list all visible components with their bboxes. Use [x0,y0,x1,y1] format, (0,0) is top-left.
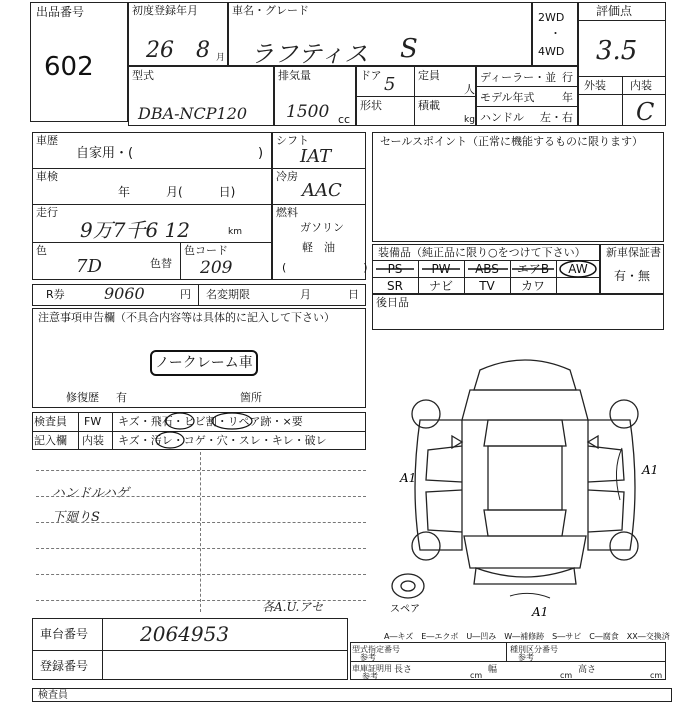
width-label: 幅 [488,665,498,675]
interior-value: C [636,98,655,126]
equip-sr: SR [387,279,403,293]
shape-label: 形状 [360,99,382,112]
class-label: 種別区分番号 [510,645,558,654]
mark-a1-left: A1 [400,471,417,485]
repair-suffix: 箇所 [240,391,262,404]
aircon-value: AAC [302,180,342,201]
equip-airbag: エアB [516,262,550,276]
height-label: 高さ [578,665,597,675]
history-label: 車歴 [36,134,58,147]
first-reg-year: 26 [146,38,174,63]
color-code-label: 色コード [184,244,228,257]
score-label: 評価点 [596,4,633,18]
cert-label: 車庫証明用 [352,664,392,673]
equip-strike-marks [372,260,600,278]
equip-label: 装備品（純正品に限り○をつけて下さい） [378,246,586,259]
remark-underbody: 下廻りS [52,510,100,525]
handle-label: ハンドル [480,111,524,124]
history-value: 自家用・( [76,146,134,161]
lot-number: 602 [44,52,94,82]
inspection-label: 車検 [36,170,58,183]
score-value: 3.5 [596,36,638,66]
car-diagram [380,350,670,620]
mark-a1-right: A1 [642,463,659,477]
first-reg-month: 8 [196,38,210,63]
mark-a1-bottom: A1 [532,605,549,619]
kg-unit: kg [464,115,475,125]
fuel-paren: ( ) [282,261,368,274]
repair-label: 修復歴 [66,391,99,404]
shift-value: IAT [300,146,332,167]
model-value: DBA-NCP120 [138,104,248,123]
yen-unit: 円 [180,288,191,301]
repair-value: 有 [116,391,127,404]
model-label: 型式 [132,69,154,82]
dealer-suffix: 行 [562,71,573,84]
aircon-label: 冷房 [276,170,298,183]
repaint-label: 色替 [150,257,172,270]
reg-label: 登録番号 [40,659,89,673]
r-value: 9060 [104,284,145,303]
exterior-label: 外装 [584,79,606,92]
car-name: ラフティス [250,40,369,68]
class-sub: 参考 [518,653,534,662]
fuel-label: 燃料 [276,206,298,219]
car-name-label: 車名・グレード [232,4,309,17]
record-label: 記入欄 [34,434,67,447]
km-unit: km [228,227,242,237]
remark-handle: ハンドルハゲ [52,486,130,501]
name-change-label: 名変期限 [206,288,250,301]
remark-parts: 各A.U.アセ [262,600,324,614]
equip-tv: TV [479,279,495,293]
equip-navi: ナビ [428,279,453,293]
name-change-day: 日 [348,288,359,301]
inspector-label: 検査員 [34,415,67,428]
model-cert-label: 型式指定番号 [352,645,400,654]
model-year-label: モデル年式 [480,91,535,104]
bottom-label: 検査員 [38,690,68,701]
displacement-label: 排気量 [278,69,311,82]
damage-legend: A―キズ E―エクボ U―凹み W―補修跡 S―サビ C―腐食 XX―交換済 [384,632,670,641]
interior-label: 内装 [630,79,652,92]
year-unit: 年 [562,91,573,104]
dealer-label: ディーラー・並 [480,71,557,84]
equip-pw: PW [431,262,451,276]
length-unit: cm [470,671,483,680]
notes-label: 注意事項申告欄（不具合内容等は具体的に記入して下さい） [38,311,335,324]
no-claim-stamp: ノークレーム車 [150,350,258,376]
history-close: ) [258,146,264,161]
fw-label: FW [84,415,102,428]
color-label: 色 [36,244,47,257]
fuel-value: ガソリン [300,221,344,234]
load-label: 積載 [418,99,440,112]
capacity-unit: 人 [464,83,475,96]
first-reg-label: 初度登録年月 [132,4,198,17]
color-value: 7D [76,256,102,277]
fuel-diesel: 軽 油 [302,241,335,254]
rear-seat-box [372,294,664,330]
equip-ps: PS [387,262,403,276]
inspector-circles [150,412,280,450]
inspection-value: 年 月( 日) [118,185,236,199]
cc-unit: cc [338,113,351,126]
door-value: 5 [384,74,396,95]
grade: S [400,34,418,64]
lot-label: 出品番号 [36,5,85,19]
interior-row-label: 内装 [82,434,104,447]
chassis-label: 車台番号 [40,627,89,641]
spare-label: スペア [390,604,420,615]
color-code-value: 209 [200,258,233,278]
equip-leather: カワ [520,279,545,293]
drive-sep: ・ [550,27,561,40]
warranty-label: 新車保証書 [606,246,661,259]
length-label: 長さ [394,665,413,675]
handle-value: 左・右 [540,111,573,124]
equip-abs: ABS [475,262,499,276]
door-label: ドア [360,69,382,82]
cert-sub: 参考 [362,672,378,681]
interior-items: キズ・汚レ・コゲ・穴・スレ・キレ・破レ [118,434,327,447]
shift-label: シフト [276,134,309,147]
drive-4wd: 4WD [538,45,565,58]
displacement-value: 1500 [286,102,330,122]
month-unit: 月 [216,53,226,63]
height-unit: cm [650,671,663,680]
drive-2wd: 2WD [538,11,565,24]
sales-label: セールスポイント（正常に機能するものに限ります） [380,135,644,148]
capacity-label: 定員 [418,69,440,82]
mileage-label: 走行 [36,206,58,219]
warranty-value: 有・無 [614,269,651,283]
sales-box [372,132,664,242]
recycle-box [32,284,366,306]
equip-aw: AW [568,262,588,276]
model-cert-sub: 参考 [360,653,376,662]
name-change-month: 月 [300,288,311,301]
width-unit: cm [560,671,573,680]
chassis-value: 2064953 [140,622,230,646]
mileage-value: 9万7千6 12 [80,218,190,242]
fw-items: キズ・飛石・ヒビ割・リペア跡・×要 [118,415,303,428]
r-label: R券 [46,288,65,301]
rear-seat-label: 後日品 [376,296,409,309]
